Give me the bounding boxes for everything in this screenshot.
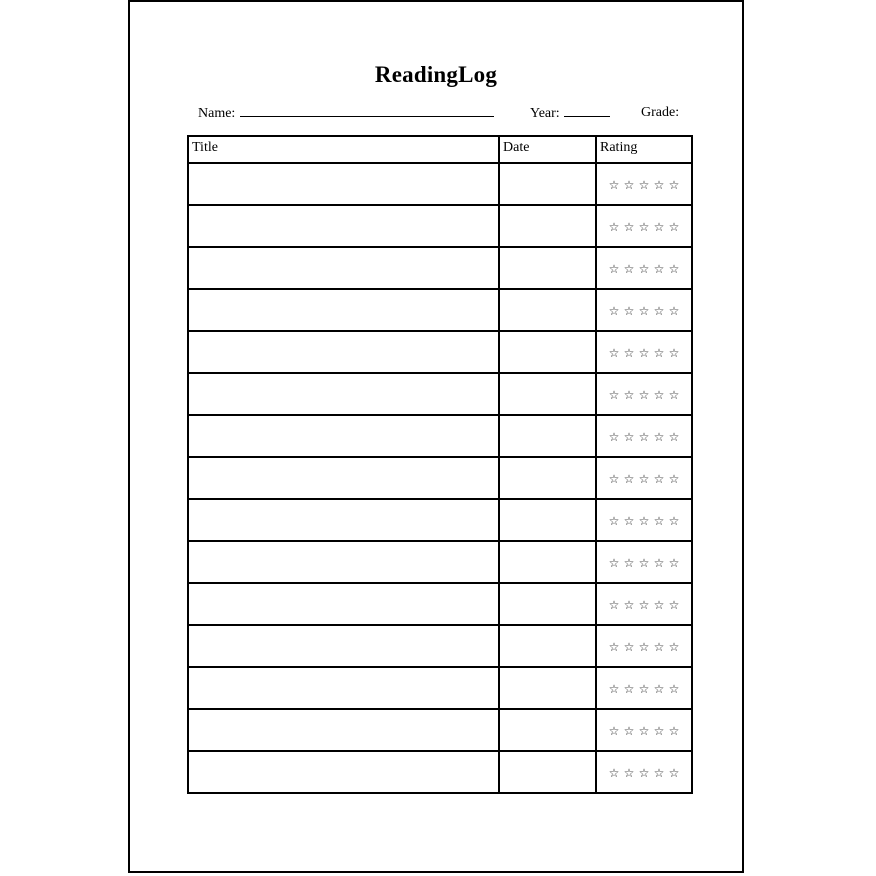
star-rating: [597, 512, 691, 528]
outline-star-icon[interactable]: ☆: [638, 346, 650, 360]
outline-star-icon[interactable]: ☆: [623, 178, 635, 192]
date-cell[interactable]: [499, 415, 596, 457]
table-row: [188, 499, 692, 541]
outline-star-icon[interactable]: ☆: [668, 514, 680, 528]
star-rating: [597, 764, 691, 780]
outline-star-icon[interactable]: ☆: [638, 430, 650, 444]
outline-star-icon[interactable]: ☆: [638, 682, 650, 696]
outline-star-icon[interactable]: ☆: [608, 472, 620, 486]
title-cell[interactable]: [188, 709, 499, 751]
outline-star-icon[interactable]: ☆: [668, 472, 680, 486]
date-cell[interactable]: [499, 289, 596, 331]
rating-cell: [596, 583, 692, 625]
outline-star-icon[interactable]: ☆: [653, 304, 665, 318]
outline-star-icon[interactable]: ☆: [608, 766, 620, 780]
star-rating: [597, 176, 691, 192]
title-cell[interactable]: [188, 751, 499, 793]
star-rating: [597, 554, 691, 570]
rating-cell: [596, 709, 692, 751]
outline-star-icon[interactable]: ☆: [608, 514, 620, 528]
outline-star-icon[interactable]: ☆: [653, 514, 665, 528]
outline-star-icon[interactable]: ☆: [623, 262, 635, 276]
star-rating: [597, 470, 691, 486]
title-cell[interactable]: [188, 163, 499, 205]
rating-cell: [596, 289, 692, 331]
title-cell[interactable]: [188, 541, 499, 583]
outline-star-icon[interactable]: ☆: [608, 388, 620, 402]
outline-star-icon[interactable]: ☆: [668, 724, 680, 738]
outline-star-icon[interactable]: ☆: [653, 178, 665, 192]
outline-star-icon[interactable]: ☆: [638, 472, 650, 486]
outline-star-icon[interactable]: ☆: [608, 556, 620, 570]
title-cell[interactable]: [188, 247, 499, 289]
date-cell[interactable]: [499, 667, 596, 709]
outline-star-icon[interactable]: ☆: [668, 640, 680, 654]
outline-star-icon[interactable]: ☆: [623, 598, 635, 612]
outline-star-icon[interactable]: ☆: [668, 766, 680, 780]
rating-cell: [596, 499, 692, 541]
outline-star-icon[interactable]: ☆: [668, 556, 680, 570]
name-field: [198, 104, 494, 123]
outline-star-icon[interactable]: ☆: [638, 766, 650, 780]
outline-star-icon[interactable]: ☆: [608, 304, 620, 318]
date-cell[interactable]: [499, 499, 596, 541]
outline-star-icon[interactable]: ☆: [653, 388, 665, 402]
table-row: [188, 625, 692, 667]
outline-star-icon[interactable]: ☆: [653, 346, 665, 360]
outline-star-icon[interactable]: ☆: [608, 178, 620, 192]
worksheet-page: [128, 0, 744, 873]
outline-star-icon[interactable]: ☆: [653, 430, 665, 444]
outline-star-icon[interactable]: ☆: [623, 388, 635, 402]
table-header-row: [188, 136, 692, 163]
outline-star-icon[interactable]: ☆: [608, 220, 620, 234]
star-rating: [597, 302, 691, 318]
table-body: [188, 163, 692, 793]
outline-star-icon[interactable]: ☆: [638, 724, 650, 738]
star-rating: [597, 596, 691, 612]
outline-star-icon[interactable]: ☆: [623, 472, 635, 486]
title-cell[interactable]: [188, 457, 499, 499]
rating-cell: [596, 667, 692, 709]
title-cell[interactable]: [188, 289, 499, 331]
outline-star-icon[interactable]: ☆: [608, 598, 620, 612]
outline-star-icon[interactable]: ☆: [608, 640, 620, 654]
outline-star-icon[interactable]: ☆: [623, 556, 635, 570]
outline-star-icon[interactable]: ☆: [638, 388, 650, 402]
outline-star-icon[interactable]: ☆: [623, 346, 635, 360]
outline-star-icon[interactable]: ☆: [653, 556, 665, 570]
outline-star-icon[interactable]: ☆: [638, 304, 650, 318]
outline-star-icon[interactable]: ☆: [638, 556, 650, 570]
date-cell[interactable]: [499, 625, 596, 667]
table-row: [188, 457, 692, 499]
rating-cell: [596, 205, 692, 247]
table-row: [188, 373, 692, 415]
table-row: [188, 667, 692, 709]
star-rating: [597, 386, 691, 402]
outline-star-icon[interactable]: ☆: [623, 220, 635, 234]
date-cell[interactable]: [499, 163, 596, 205]
star-rating: [597, 680, 691, 696]
year-label: Year:: [530, 106, 560, 121]
outline-star-icon[interactable]: ☆: [608, 682, 620, 696]
outline-star-icon[interactable]: ☆: [623, 430, 635, 444]
date-cell[interactable]: [499, 205, 596, 247]
star-rating: [597, 428, 691, 444]
rating-cell: [596, 625, 692, 667]
outline-star-icon[interactable]: ☆: [623, 304, 635, 318]
rating-cell: [596, 247, 692, 289]
reading-log-table: [187, 135, 693, 794]
outline-star-icon[interactable]: ☆: [638, 220, 650, 234]
outline-star-icon[interactable]: ☆: [638, 178, 650, 192]
date-cell[interactable]: [499, 583, 596, 625]
table-row: [188, 331, 692, 373]
title-cell[interactable]: [188, 667, 499, 709]
rating-cell: [596, 373, 692, 415]
star-rating: [597, 218, 691, 234]
outline-star-icon[interactable]: ☆: [653, 724, 665, 738]
star-rating: [597, 722, 691, 738]
outline-star-icon[interactable]: ☆: [653, 640, 665, 654]
title-cell[interactable]: [188, 583, 499, 625]
outline-star-icon[interactable]: ☆: [668, 598, 680, 612]
column-header-rating: Rating: [596, 136, 692, 163]
table-row: [188, 541, 692, 583]
title-cell[interactable]: [188, 499, 499, 541]
rating-cell: [596, 331, 692, 373]
outline-star-icon[interactable]: ☆: [668, 220, 680, 234]
outline-star-icon[interactable]: ☆: [623, 640, 635, 654]
rating-cell: [596, 457, 692, 499]
outline-star-icon[interactable]: ☆: [668, 346, 680, 360]
outline-star-icon[interactable]: ☆: [668, 304, 680, 318]
outline-star-icon[interactable]: ☆: [638, 640, 650, 654]
date-cell[interactable]: [499, 457, 596, 499]
outline-star-icon[interactable]: ☆: [653, 220, 665, 234]
table-row: [188, 247, 692, 289]
year-field: [530, 104, 610, 123]
table-row: [188, 163, 692, 205]
outline-star-icon[interactable]: ☆: [653, 262, 665, 276]
table-row: [188, 583, 692, 625]
outline-star-icon[interactable]: ☆: [653, 598, 665, 612]
table-row: [188, 709, 692, 751]
rating-cell: [596, 415, 692, 457]
outline-star-icon[interactable]: ☆: [638, 598, 650, 612]
title-cell[interactable]: [188, 205, 499, 247]
date-cell[interactable]: [499, 709, 596, 751]
table-row: [188, 289, 692, 331]
outline-star-icon[interactable]: ☆: [623, 514, 635, 528]
date-cell[interactable]: [499, 751, 596, 793]
outline-star-icon[interactable]: ☆: [638, 262, 650, 276]
outline-star-icon[interactable]: ☆: [668, 430, 680, 444]
name-label: Name:: [198, 106, 236, 121]
outline-star-icon[interactable]: ☆: [608, 430, 620, 444]
table-row: [188, 751, 692, 793]
outline-star-icon[interactable]: ☆: [623, 766, 635, 780]
outline-star-icon[interactable]: ☆: [653, 766, 665, 780]
date-cell[interactable]: [499, 331, 596, 373]
outline-star-icon[interactable]: ☆: [638, 514, 650, 528]
name-line[interactable]: [240, 104, 494, 117]
column-header-title: Title: [188, 136, 499, 163]
table-row: [188, 415, 692, 457]
outline-star-icon[interactable]: ☆: [668, 388, 680, 402]
outline-star-icon[interactable]: ☆: [653, 682, 665, 696]
title-cell[interactable]: [188, 625, 499, 667]
outline-star-icon[interactable]: ☆: [608, 262, 620, 276]
column-header-date: Date: [499, 136, 596, 163]
outline-star-icon[interactable]: ☆: [608, 724, 620, 738]
outline-star-icon[interactable]: ☆: [668, 178, 680, 192]
outline-star-icon[interactable]: ☆: [623, 682, 635, 696]
star-rating: [597, 638, 691, 654]
outline-star-icon[interactable]: ☆: [668, 262, 680, 276]
grade-label: Grade:: [641, 105, 680, 120]
title-cell[interactable]: [188, 331, 499, 373]
outline-star-icon[interactable]: ☆: [653, 472, 665, 486]
outline-star-icon[interactable]: ☆: [668, 682, 680, 696]
grade-field: [641, 104, 679, 122]
star-rating: [597, 260, 691, 276]
title-cell[interactable]: [188, 373, 499, 415]
page-title: ReadingLog: [374, 62, 498, 87]
date-cell[interactable]: [499, 373, 596, 415]
outline-star-icon[interactable]: ☆: [608, 346, 620, 360]
year-line[interactable]: [564, 104, 610, 117]
star-rating: [597, 344, 691, 360]
date-cell[interactable]: [499, 247, 596, 289]
outline-star-icon[interactable]: ☆: [623, 724, 635, 738]
table-row: [188, 205, 692, 247]
date-cell[interactable]: [499, 541, 596, 583]
title-cell[interactable]: [188, 415, 499, 457]
rating-cell: [596, 541, 692, 583]
rating-cell: [596, 163, 692, 205]
rating-cell: [596, 751, 692, 793]
